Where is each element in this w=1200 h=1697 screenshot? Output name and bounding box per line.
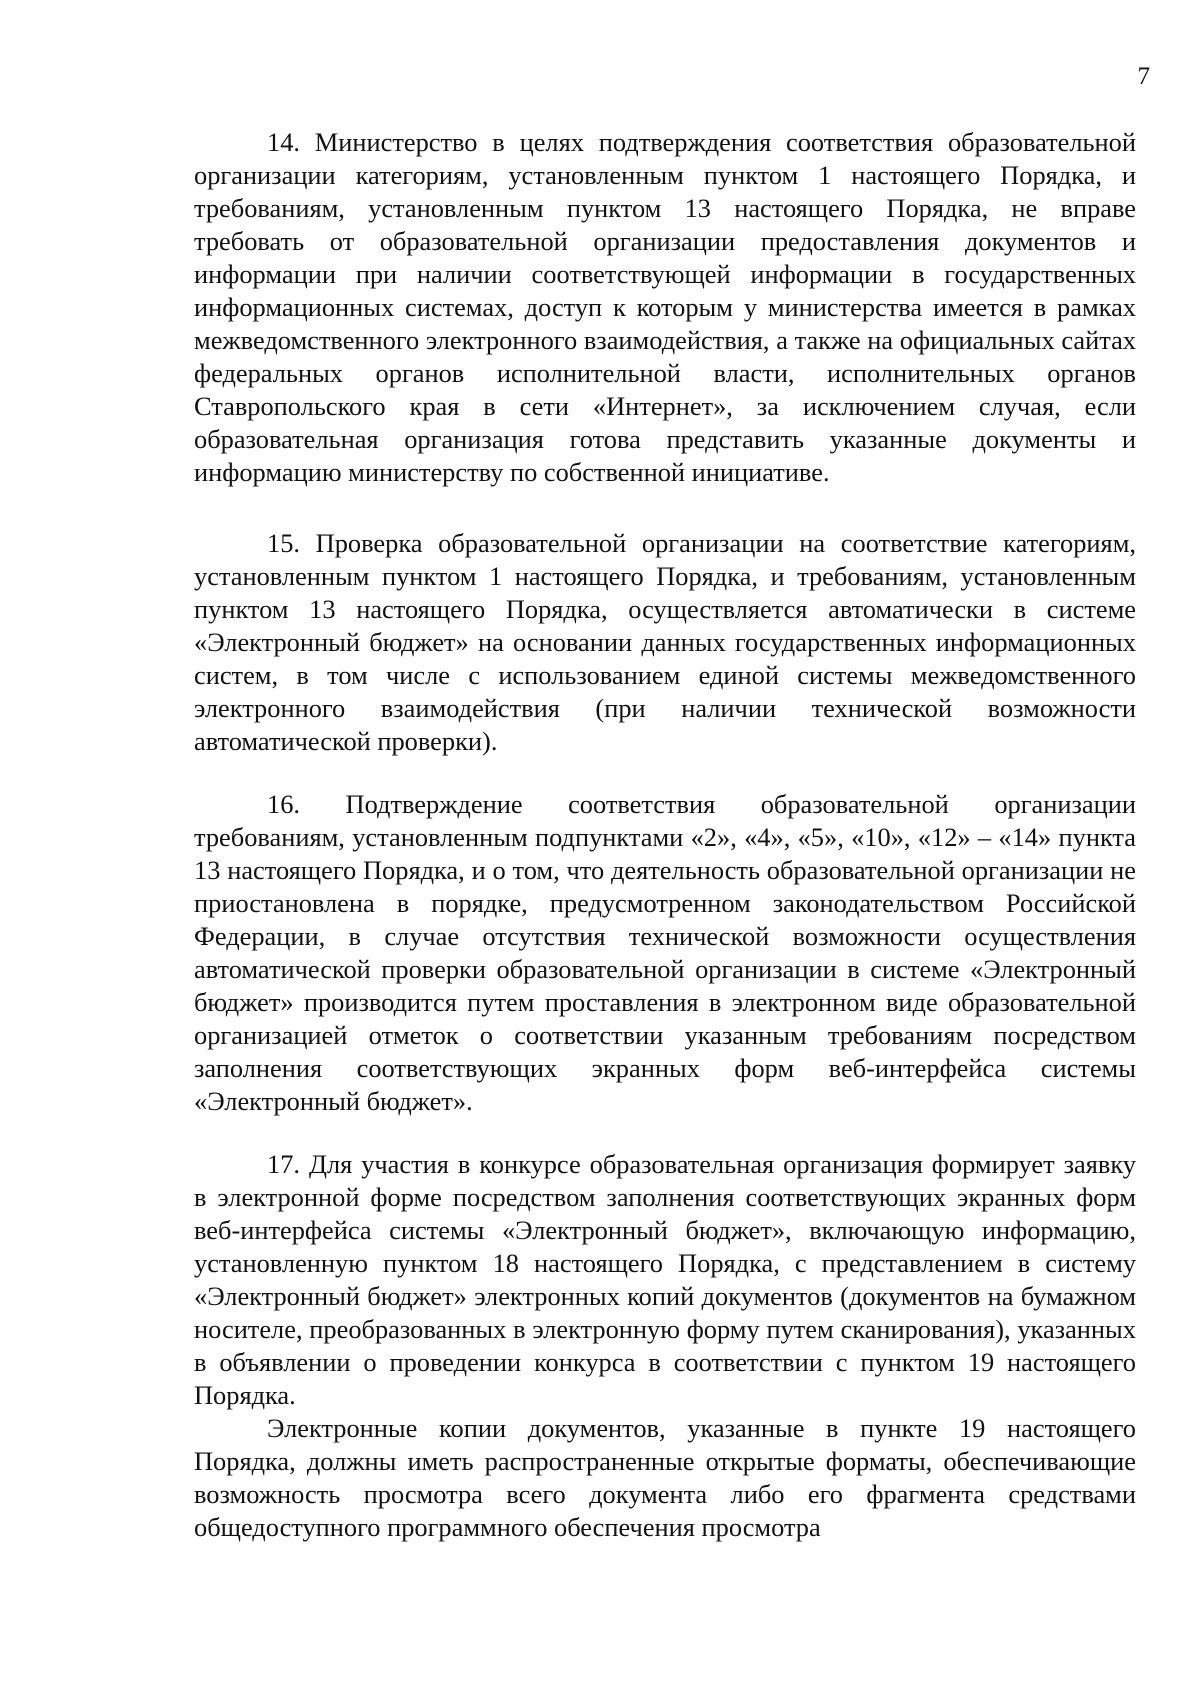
paragraph-16: 16. Подтверждение соответствия образовательной организации требованиям, установленным подпунктами «2», «4», «5», «10», «12» – «14» пункта 13 настоящего Порядка, и о том, что деятельность образовательной организации не приостановлена в порядке, предусмотренном законодательством Российской Федерации, в случае отсутствия технической возможности осуществления автоматической проверки образовательной организации в системе «Электронный бюджет» производится путем проставления в электронном виде образовательной организацией отметок о соответствии указанным требованиям посредством заполнения соответствующих экранных форм веб-интерфейса системы «Электронный бюджет». [194, 789, 1136, 1116]
paragraph-15: 15. Проверка образовательной организации на соответствие категориям, установленным пунктом 1 настоящего Порядка, и требованиям, установленным пунктом 13 настоящего Порядка, осуществляется автоматически в системе «Электронный бюджет» на основании данных государственных информационных систем, в том числе с использованием единой системы межведомственного электронного взаимодействия (при наличии технической возможности автоматической проверки). [194, 528, 1136, 756]
paragraph-17-continuation: Электронные копии документов, указанные в пункте 19 настоящего Порядка, должны иметь распространенные открытые форматы, обеспечивающие возможность просмотра всего документа либо его фрагмента средствами общедоступного программного обеспечения просмотра [194, 1413, 1136, 1542]
paragraph-17: 17. Для участия в конкурсе образовательная организация формирует заявку в электронной форме посредством заполнения соответствующих экранных форм веб-интерфейса системы «Электронный бюджет», включающую информацию, установленную пунктом 18 настоящего Порядка, с представлением в систему «Электронный бюджет» электронных копий документов (документов на бумажном носителе, преобразованных в электронную форму путем сканирования), указанных в объявлении о проведении конкурса в соответствии с пунктом 19 настоящего Порядка. [194, 1149, 1136, 1410]
paragraph-14: 14. Министерство в целях подтверждения соответствия образовательной организации категориям, установленным пунктом 1 настоящего Порядка, и требованиям, установленным пунктом 13 настоящего Порядка, не вправе требовать от образовательной организации предоставления документов и информации при наличии соответствующей информации в государственных информационных системах, доступ к которым у министерства имеется в рамках межведомственного электронного взаимодействия, а также на официальных сайтах федеральных органов исполнительной власти, исполнительных органов Ставропольского края в сети «Интернет», за исключением случая, если образовательная организация готова представить указанные документы и информацию министерству по собственной инициативе. [194, 127, 1136, 487]
document-body [194, 126, 1136, 1544]
page-number: 7 [1137, 63, 1150, 90]
